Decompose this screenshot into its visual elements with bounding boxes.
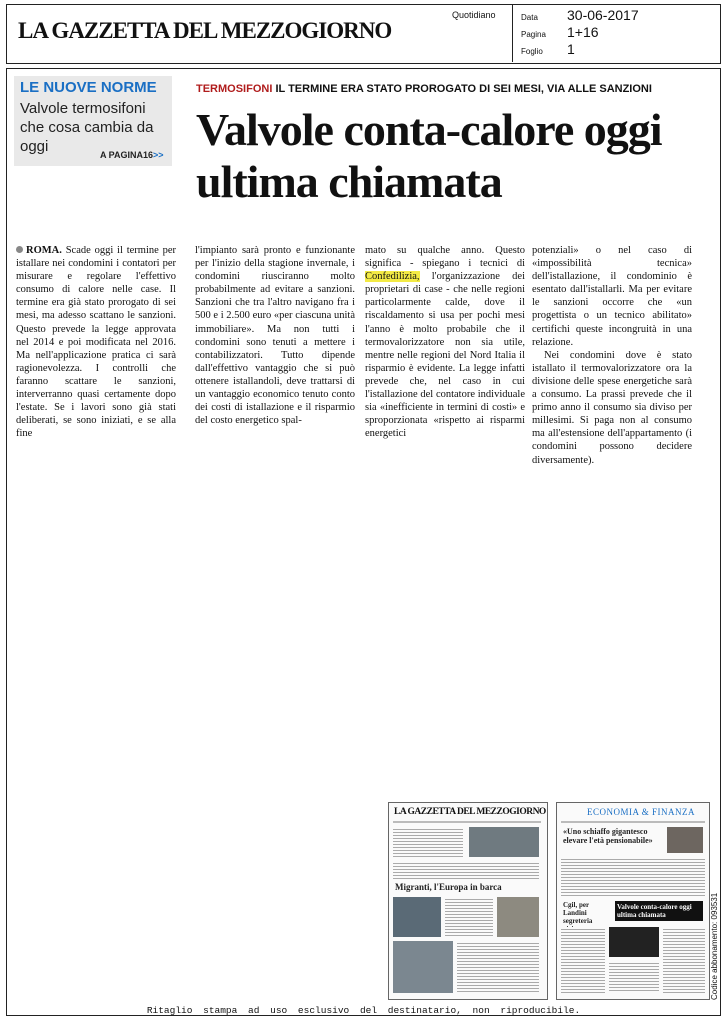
highlighted-term: Confedilizia,: [365, 271, 420, 283]
article-column-2: l'impianto sarà pronto e funzionante per l'inizio della stagione invernale, i condomini riusciranno molto probabilmente ad evitare a sanzioni. Sanzioni che tra l'altro navigano fra i 500 e i 2.500 euro «per ciascuna unità immobiliare». Ma non tutti i condomini sono tenuti a mettere i contabilizzatori. Tutto dipende dall'effettivo vantaggio che si può ottenere istallandoli, deve trattarsi di un vantaggio economico tenuto conto dei costi di istallazione e il risparmio del costo energetico spal-: [195, 245, 355, 427]
subscription-code: Codice abbonamento: 093531: [710, 892, 719, 1000]
teaser-page-ref: A PAGINA16>>: [100, 150, 164, 160]
article-column-3: mato su qualche anno. Questo significa - spiegano i tecnici di Confedilizia, l'organizzazione dei proprietari di case - che nelle regioni particolarmente calde, dove il riscaldamento si usa per pochi mesi l'anno è molto probabile che il termovalorizzatore non sia utile, mentre nelle regioni del Nord Italia il risparmio è evidente. La legge infatti prevede che, nel caso in cui l'istallazione del contatore individuale sia «inefficiente in termini di costi» e sproporzionata «rispetto ai risparmi energetici: [365, 245, 525, 440]
meta-row-date: Data 30-06-2017: [521, 7, 639, 23]
thumbnail-photo: [667, 827, 703, 853]
thumbnail-section: ECONOMIA & FINANZA: [587, 807, 695, 817]
thumbnail-headline: «Uno schiaffo gigantesco elevare l'età pensionabile»: [563, 827, 653, 845]
article-column-1: ROMA. Scade oggi il termine per istallare nei condomini i contatori per misurare e regolare l'effettivo consumo di calore nelle case. Il termine era già stato prorogato di sei mesi, ma adesso scattano le sanzioni. Questo prevede la legge approvata nel 2014 e poi modificata nel 2016. Ma nell'applicazione pratica ci sarà ragionevolezza. I controlli che faranno scattare le sanzioni, interverranno quasi certamente dopo l'estate. Se i lavori sono già stati deliberati, se sono iniziati, e se alla fine: [16, 245, 176, 440]
meta-box: [512, 4, 720, 62]
thumbnail-article-box: Valvole conta-calore oggi ultima chiamata: [615, 901, 703, 921]
bullet-icon: [16, 246, 23, 253]
footer-notice: Ritaglio stampa ad uso esclusivo del destinatario, non riproducibile.: [146, 1005, 581, 1016]
teaser-heading: LE NUOVE NORME: [20, 79, 157, 96]
thumbnail-front-page: [388, 802, 548, 1000]
masthead: LA GAZZETTA DEL MEZZOGIORNO: [18, 18, 392, 43]
article-column-4: potenziali» o nel caso di «impossibilità tecnica» dell'istallazione, il condominio è esentato dall'istallarli. Ma per evitare le sanzioni occorre che «un progettista o un tecnico abilitato» certifichi queste incongruità in una relazione. Nei condomini dove è stato istallato il termovalorizzatore ora la divisione delle spese energetiche sarà a consumo. La prassi prevede che il primo anno il consumo sia diviso per millesimi. Si paga non al consumo ma all'estensione dell'appartamento (i condomini possono decidere diversamente).: [532, 245, 692, 466]
thumbnail-photo: [393, 941, 453, 993]
publication-type: Quotidiano: [452, 10, 496, 20]
thumbnail-masthead: LA GAZZETTA DEL MEZZOGIORNO: [394, 807, 546, 817]
meta-row-page: Pagina 1+16: [521, 24, 599, 40]
thumbnail-subhead: Cgil, per Landini segreteria: [563, 901, 593, 925]
thumbnail-inside-page: [556, 802, 710, 1000]
dateline: ROMA.: [26, 245, 62, 256]
article-kicker: TERMOSIFONI IL TERMINE ERA STATO PROROGATO DI SEI MESI, VIA ALLE SANZIONI: [196, 83, 652, 95]
meta-row-sheet: Foglio 1: [521, 41, 575, 57]
thumbnail-photo: [497, 897, 539, 937]
thumbnail-photo: [393, 897, 441, 937]
thumbnail-photo: [469, 827, 539, 857]
thumbnail-headline: Migranti, l'Europa in barca: [395, 882, 502, 892]
teaser-text: Valvole termosifoni che cosa cambia da oggi: [20, 100, 154, 155]
arrow-icon: >>: [153, 150, 164, 160]
article-title: Valvole conta-calore oggi ultima chiamata: [196, 104, 662, 207]
